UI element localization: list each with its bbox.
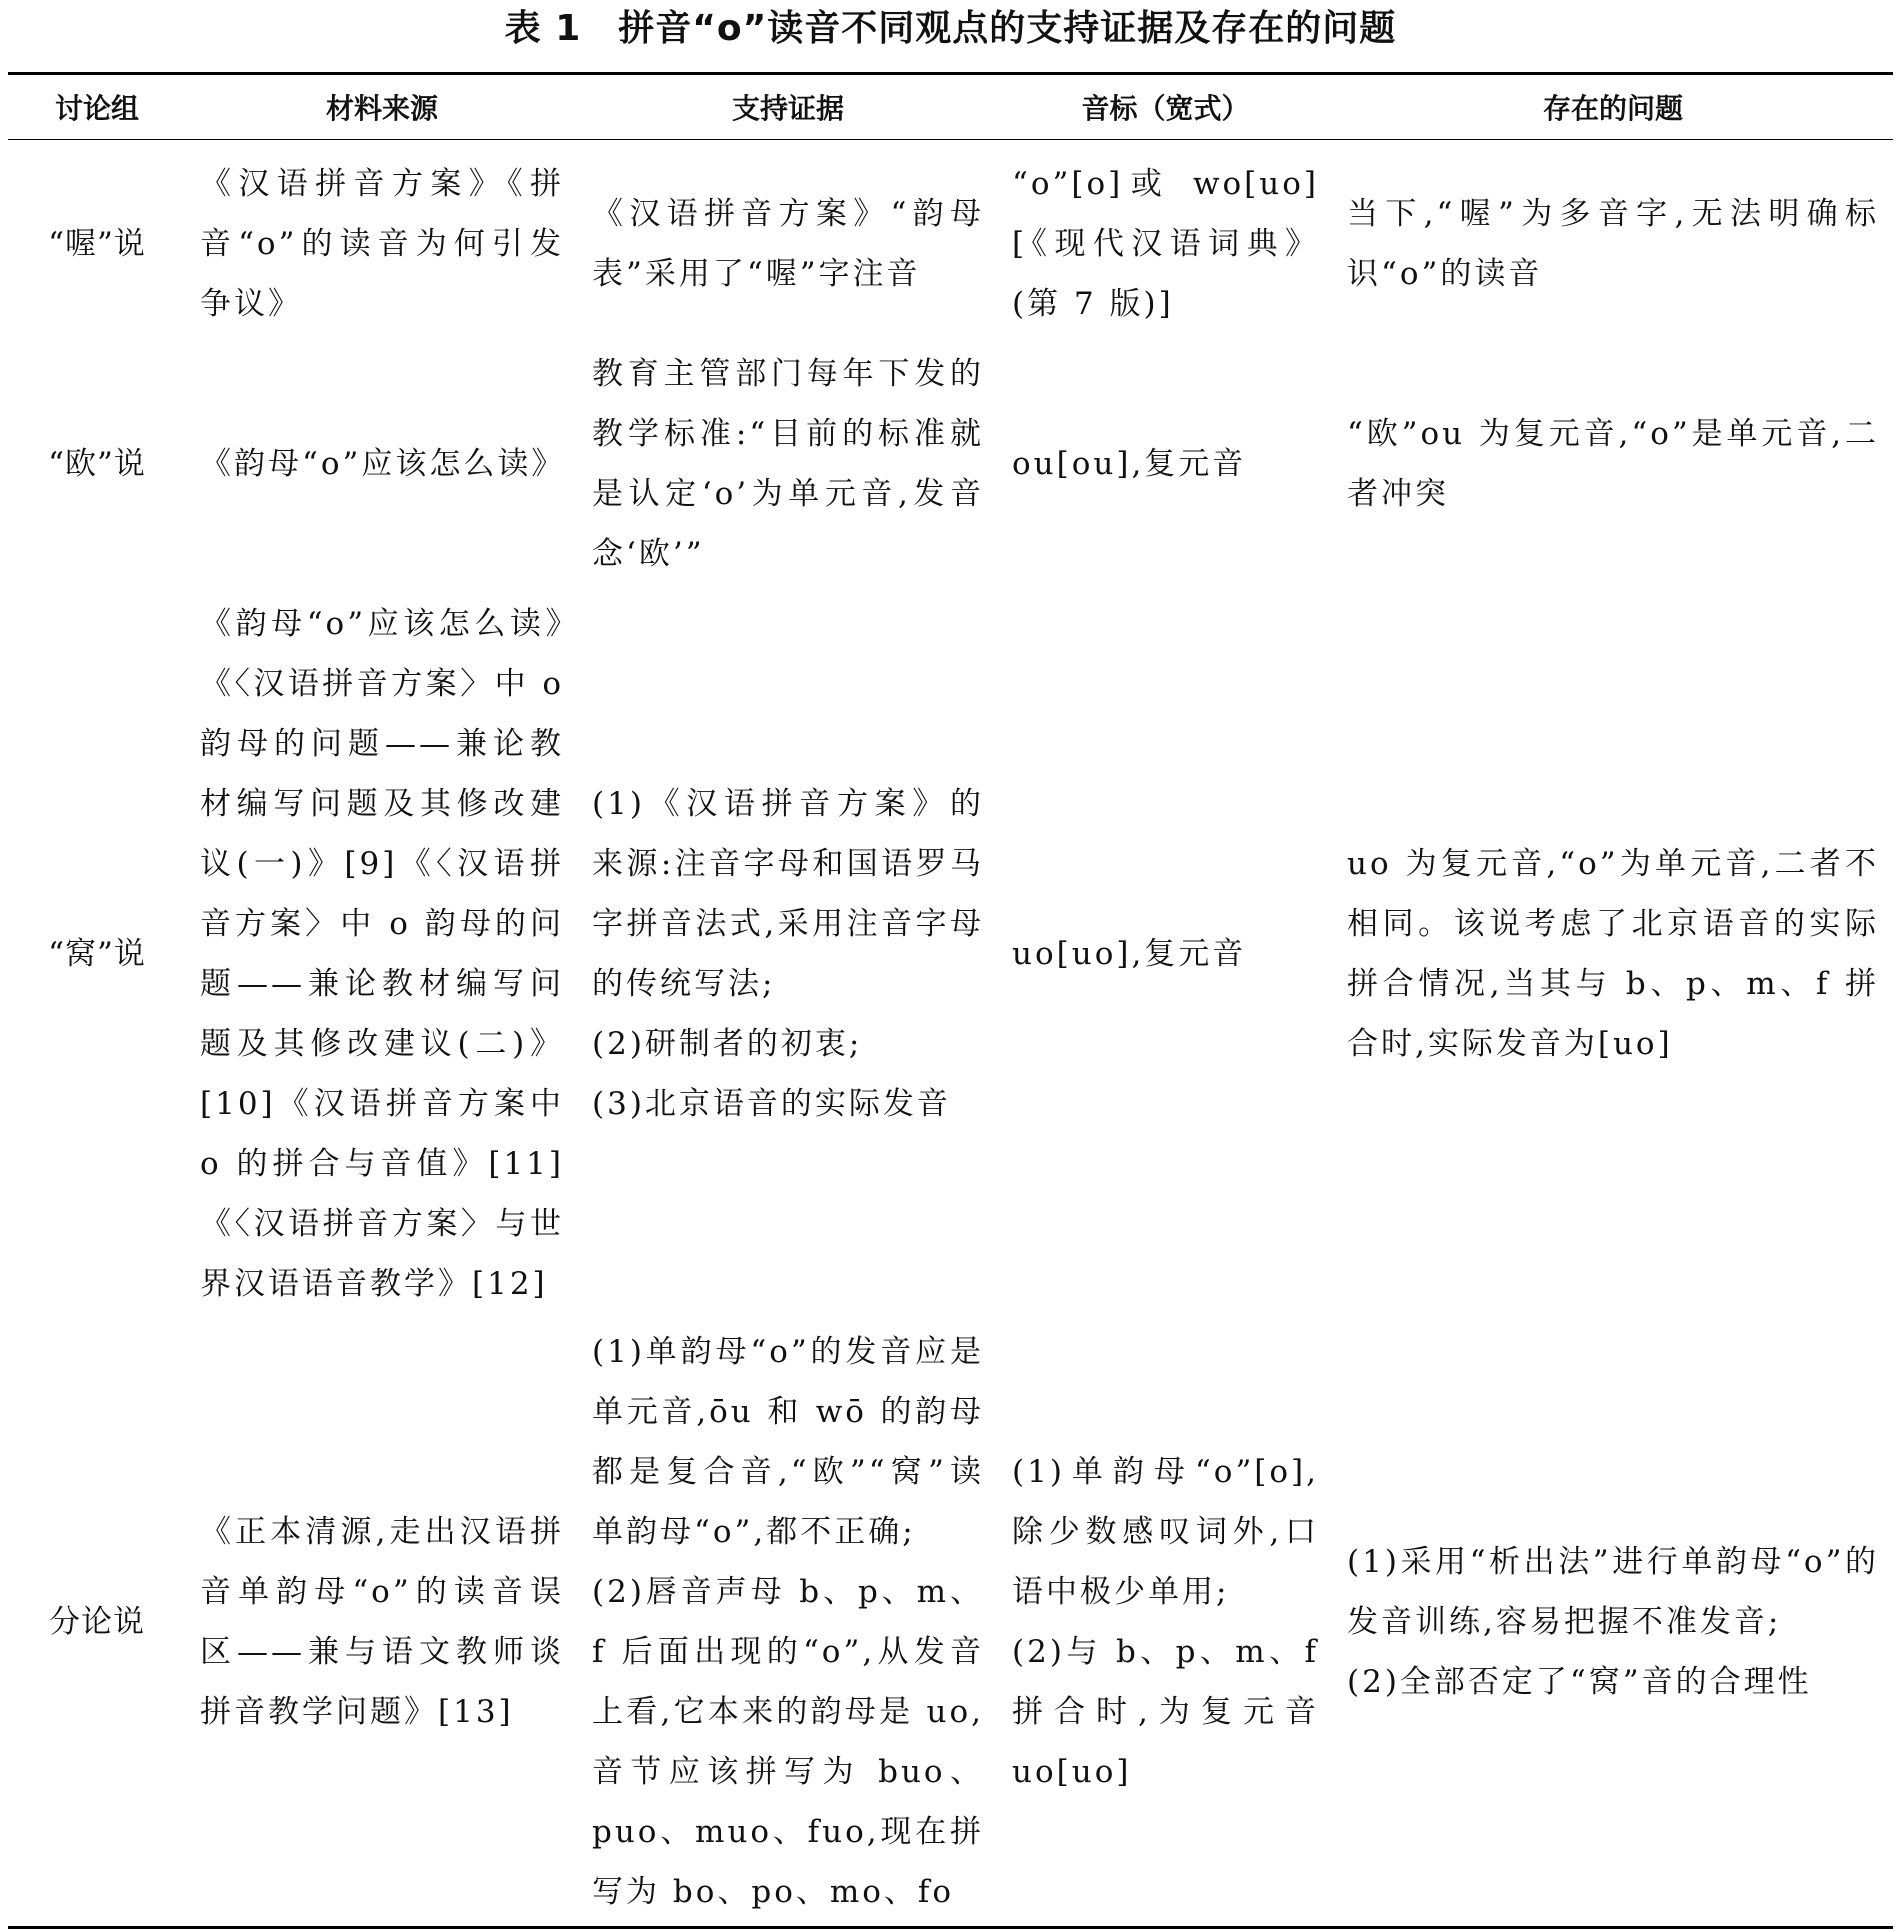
header-problem: 存在的问题 [1542, 92, 1683, 125]
problem-line: uo 为复元音,“o”为单元音,二者不相同。该说考虑了北京语音的实际拼合情况,当其与 b、p、m、f 拼合时,实际发音为[uo] [1347, 846, 1879, 1062]
phonetic-cell [998, 344, 1333, 594]
evidence-cell [578, 594, 998, 1320]
group-cell: “欧”说 [48, 446, 146, 482]
phonetic-line: (2)与 b、p、m、f 拼合时,为复元音 uo[uo] [1012, 1634, 1319, 1790]
header-row [8, 74, 1893, 140]
phonetic-line: (1)单韵母“o”[o],除少数感叹词外,口语中极少单用; [1012, 1454, 1319, 1610]
evidence-cell [578, 344, 998, 594]
header-group: 讨论组 [54, 92, 139, 125]
problem-cell [1333, 344, 1893, 594]
table-row [8, 344, 1893, 594]
problem-line: “欧”ou 为复元音,“o”是单元音,二者冲突 [1347, 416, 1879, 512]
group-cell: 分论说 [49, 1604, 145, 1640]
table-caption: 表 1 拼音“o”读音不同观点的支持证据及存在的问题 [504, 8, 1397, 49]
phonetic-cell [998, 1320, 1333, 1928]
evidence-line: (2)研制者的初衷; [592, 1026, 863, 1062]
header-source: 材料来源 [325, 92, 438, 125]
group-cell: “喔”说 [48, 226, 146, 262]
source-cell: 《韵母“o”应该怎么读》《〈汉语拼音方案〉中 o 韵母的问题——兼论教材编写问题及其修改建议(一)》[9]《〈汉语拼音方案〉中 o 韵母的问题——兼论教材编写问题及其修改建议(二)》[10]《汉语拼音方案中 o 的拼合与音值》[11]《〈汉语拼音方案〉与世界汉语语音教学》[12] [200, 606, 564, 1302]
header-evidence: 支持证据 [731, 92, 844, 125]
phonetic-cell [998, 140, 1333, 345]
source-cell: 《正本清源,走出汉语拼音单韵母“o”的读音误区——兼与语文教师谈拼音教学问题》[13] [200, 1514, 564, 1730]
evidence-line: (3)北京语音的实际发音 [592, 1086, 951, 1122]
header-phonetic: 音标（宽式） [1081, 92, 1250, 125]
evidence-line: (1)《汉语拼音方案》的来源:注音字母和国语罗马字拼音法式,采用注音字母的传统写法; [592, 786, 984, 1002]
evidence-cell [578, 1320, 998, 1928]
evidence-line: 教育主管部门每年下发的教学标准:“目前的标准就是认定‘o’为单元音,发音念‘欧’” [592, 356, 984, 572]
evidence-cell [578, 140, 998, 345]
phonetic-line: uo[uo],复元音 [1012, 936, 1247, 972]
problem-line: 当下,“喔”为多音字,无法明确标识“o”的读音 [1347, 196, 1879, 292]
evidence-line: 《汉语拼音方案》“韵母表”采用了“喔”字注音 [592, 196, 984, 292]
evidence-line: (2)唇音声母 b、p、m、f 后面出现的“o”,从发音上看,它本来的韵母是 uo,音节应该拼写为 buo、puo、muo、fuo,现在拼写为 bo、po、mo、fo [592, 1574, 984, 1910]
source-cell: 《汉语拼音方案》《拼音“o”的读音为何引发争议》 [200, 166, 564, 322]
evidence-line: (1)单韵母“o”的发音应是单元音,ōu 和 wō 的韵母都是复合音,“欧”“窝”读单韵母“o”,都不正确; [592, 1334, 984, 1550]
phonetic-line: ou[ou],复元音 [1012, 446, 1247, 482]
group-cell: “窝”说 [48, 936, 146, 972]
comparison-table [8, 72, 1893, 1929]
table-row [8, 140, 1893, 345]
source-cell: 《韵母“o”应该怎么读》 [200, 446, 566, 482]
problem-cell [1333, 140, 1893, 345]
problem-cell [1333, 1320, 1893, 1928]
problem-line: (2)全部否定了“窝”音的合理性 [1347, 1664, 1812, 1700]
table-row [8, 594, 1893, 1320]
problem-cell [1333, 594, 1893, 1320]
phonetic-cell [998, 594, 1333, 1320]
problem-line: (1)采用“析出法”进行单韵母“o”的发音训练,容易把握不准发音; [1347, 1544, 1879, 1640]
table-row [8, 1320, 1893, 1928]
phonetic-line: “o”[o]或 wo[uo][《现代汉语词典》(第 7 版)] [1012, 166, 1319, 322]
